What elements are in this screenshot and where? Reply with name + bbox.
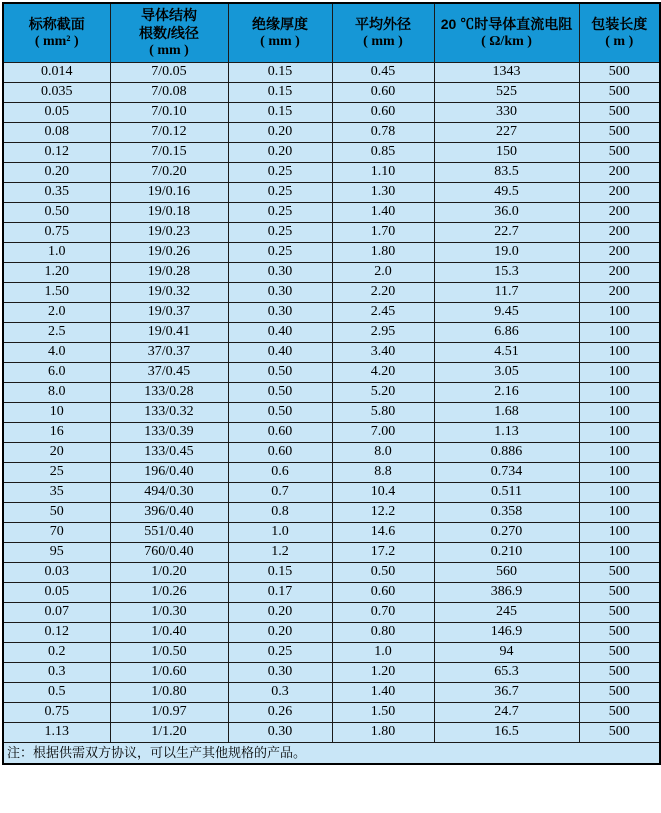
table-cell: 0.30 xyxy=(228,302,332,322)
table-cell: 6.0 xyxy=(3,362,110,382)
table-cell: 4.0 xyxy=(3,342,110,362)
table-row xyxy=(3,102,660,122)
table-cell: 500 xyxy=(579,142,660,162)
table-cell: 0.60 xyxy=(228,442,332,462)
table-cell: 3.05 xyxy=(434,362,579,382)
header-unit: ( mm² ) xyxy=(34,33,79,49)
table-cell: 2.45 xyxy=(332,302,434,322)
column-header-conductor-structure xyxy=(110,3,228,62)
table-row xyxy=(3,162,660,182)
table-cell: 0.8 xyxy=(228,502,332,522)
table-row xyxy=(3,382,660,402)
table-cell: 200 xyxy=(579,262,660,282)
table-row xyxy=(3,322,660,342)
table-cell: 0.26 xyxy=(228,702,332,722)
table-cell: 133/0.32 xyxy=(110,402,228,422)
table-cell: 0.035 xyxy=(3,82,110,102)
table-cell: 0.80 xyxy=(332,622,434,642)
header-unit: ( m ) xyxy=(605,33,634,49)
table-row xyxy=(3,222,660,242)
table-cell: 100 xyxy=(579,482,660,502)
table-cell: 1.2 xyxy=(228,542,332,562)
table-cell: 0.07 xyxy=(3,602,110,622)
table-cell: 500 xyxy=(579,602,660,622)
table-cell: 100 xyxy=(579,342,660,362)
table-cell: 0.358 xyxy=(434,502,579,522)
table-cell: 2.0 xyxy=(3,302,110,322)
table-cell: 0.12 xyxy=(3,142,110,162)
table-cell: 2.0 xyxy=(332,262,434,282)
table-cell: 15.3 xyxy=(434,262,579,282)
table-cell: 1/0.26 xyxy=(110,582,228,602)
table-cell: 0.75 xyxy=(3,222,110,242)
table-cell: 0.25 xyxy=(228,642,332,662)
table-cell: 1/0.20 xyxy=(110,562,228,582)
table-cell: 83.5 xyxy=(434,162,579,182)
table-cell: 0.50 xyxy=(228,402,332,422)
table-cell: 95 xyxy=(3,542,110,562)
table-cell: 200 xyxy=(579,202,660,222)
table-cell: 11.7 xyxy=(434,282,579,302)
table-cell: 37/0.45 xyxy=(110,362,228,382)
table-cell: 0.75 xyxy=(3,702,110,722)
table-cell: 0.25 xyxy=(228,182,332,202)
table-cell: 200 xyxy=(579,282,660,302)
table-cell: 1.13 xyxy=(434,422,579,442)
table-cell: 0.50 xyxy=(228,362,332,382)
table-row xyxy=(3,142,660,162)
table-cell: 0.30 xyxy=(228,262,332,282)
table-cell: 1.50 xyxy=(332,702,434,722)
table-row xyxy=(3,362,660,382)
header-label: 标称截面 xyxy=(28,15,85,32)
table-cell: 100 xyxy=(579,322,660,342)
table-cell: 19/0.16 xyxy=(110,182,228,202)
table-row xyxy=(3,302,660,322)
table-cell: 100 xyxy=(579,422,660,442)
table-cell: 7/0.12 xyxy=(110,122,228,142)
table-cell: 100 xyxy=(579,382,660,402)
table-cell: 0.734 xyxy=(434,462,579,482)
table-cell: 0.30 xyxy=(228,662,332,682)
table-row xyxy=(3,282,660,302)
column-header-average-diameter xyxy=(332,3,434,62)
header-label: 绝缘厚度 xyxy=(252,15,308,32)
table-cell: 1/0.40 xyxy=(110,622,228,642)
table-row xyxy=(3,642,660,662)
table-cell: 146.9 xyxy=(434,622,579,642)
table-row xyxy=(3,422,660,442)
table-row xyxy=(3,442,660,462)
table-cell: 35 xyxy=(3,482,110,502)
table-cell: 1.68 xyxy=(434,402,579,422)
table-cell: 0.60 xyxy=(332,102,434,122)
table-cell: 525 xyxy=(434,82,579,102)
table-cell: 500 xyxy=(579,722,660,742)
table-cell: 1/0.30 xyxy=(110,602,228,622)
table-row xyxy=(3,622,660,642)
table-cell: 0.20 xyxy=(3,162,110,182)
table-cell: 2.95 xyxy=(332,322,434,342)
table-row xyxy=(3,562,660,582)
table-cell: 0.60 xyxy=(332,82,434,102)
table-cell: 0.15 xyxy=(228,562,332,582)
note-row xyxy=(3,742,660,764)
table-cell: 8.0 xyxy=(332,442,434,462)
table-cell: 133/0.39 xyxy=(110,422,228,442)
table-cell: 1.40 xyxy=(332,202,434,222)
table-cell: 1.40 xyxy=(332,682,434,702)
table-cell: 9.45 xyxy=(434,302,579,322)
table-cell: 10.4 xyxy=(332,482,434,502)
table-cell: 1.20 xyxy=(332,662,434,682)
table-cell: 2.16 xyxy=(434,382,579,402)
table-cell: 7/0.10 xyxy=(110,102,228,122)
table-cell: 760/0.40 xyxy=(110,542,228,562)
table-cell: 133/0.28 xyxy=(110,382,228,402)
column-header-insulation-thickness xyxy=(228,3,332,62)
table-cell: 500 xyxy=(579,582,660,602)
table-cell: 24.7 xyxy=(434,702,579,722)
table-cell: 94 xyxy=(434,642,579,662)
table-cell: 500 xyxy=(579,82,660,102)
table-cell: 0.50 xyxy=(332,562,434,582)
table-cell: 1/0.60 xyxy=(110,662,228,682)
header-label: 导体结构 xyxy=(141,6,197,23)
table-cell: 19/0.32 xyxy=(110,282,228,302)
table-cell: 200 xyxy=(579,182,660,202)
table-cell: 200 xyxy=(579,242,660,262)
table-cell: 4.51 xyxy=(434,342,579,362)
table-cell: 0.15 xyxy=(228,62,332,82)
table-cell: 0.50 xyxy=(228,382,332,402)
table-cell: 0.20 xyxy=(228,602,332,622)
table-cell: 0.60 xyxy=(332,582,434,602)
table-row xyxy=(3,182,660,202)
column-header-dc-resistance xyxy=(434,3,579,62)
table-cell: 1/1.20 xyxy=(110,722,228,742)
table-cell: 0.60 xyxy=(228,422,332,442)
table-cell: 4.20 xyxy=(332,362,434,382)
table-cell: 1.0 xyxy=(228,522,332,542)
table-cell: 70 xyxy=(3,522,110,542)
table-cell: 0.70 xyxy=(332,602,434,622)
table-cell: 500 xyxy=(579,662,660,682)
table-cell: 36.0 xyxy=(434,202,579,222)
table-cell: 0.014 xyxy=(3,62,110,82)
table-cell: 100 xyxy=(579,302,660,322)
table-cell: 37/0.37 xyxy=(110,342,228,362)
table-row xyxy=(3,402,660,422)
table-cell: 0.20 xyxy=(228,142,332,162)
table-body xyxy=(3,62,660,742)
table-row xyxy=(3,82,660,102)
table-cell: 0.25 xyxy=(228,242,332,262)
table-cell: 0.25 xyxy=(228,162,332,182)
column-header-nominal-section xyxy=(3,3,110,62)
table-cell: 396/0.40 xyxy=(110,502,228,522)
table-cell: 16 xyxy=(3,422,110,442)
table-cell: 500 xyxy=(579,562,660,582)
table-cell: 0.08 xyxy=(3,122,110,142)
table-cell: 500 xyxy=(579,682,660,702)
table-cell: 0.25 xyxy=(228,222,332,242)
table-cell: 0.12 xyxy=(3,622,110,642)
table-row xyxy=(3,482,660,502)
table-cell: 25 xyxy=(3,462,110,482)
column-header-packing-length xyxy=(579,3,660,62)
table-cell: 500 xyxy=(579,122,660,142)
table-cell: 8.8 xyxy=(332,462,434,482)
table-row xyxy=(3,582,660,602)
header-label: 平均外径 xyxy=(355,15,411,32)
table-cell: 1.80 xyxy=(332,722,434,742)
table-cell: 0.40 xyxy=(228,342,332,362)
table-cell: 5.20 xyxy=(332,382,434,402)
table-cell: 0.25 xyxy=(228,202,332,222)
table-row xyxy=(3,242,660,262)
table-cell: 16.5 xyxy=(434,722,579,742)
table-cell: 100 xyxy=(579,402,660,422)
table-cell: 0.45 xyxy=(332,62,434,82)
header-unit: ( Ω/km ) xyxy=(481,33,532,49)
table-header xyxy=(3,3,660,62)
table-cell: 150 xyxy=(434,142,579,162)
table-cell: 19/0.18 xyxy=(110,202,228,222)
table-row xyxy=(3,502,660,522)
table-cell: 0.210 xyxy=(434,542,579,562)
table-cell: 1.20 xyxy=(3,262,110,282)
header-label: 20 ℃时导体直流电阻 xyxy=(440,15,573,32)
table-cell: 12.2 xyxy=(332,502,434,522)
table-cell: 0.7 xyxy=(228,482,332,502)
table-cell: 551/0.40 xyxy=(110,522,228,542)
table-row xyxy=(3,462,660,482)
table-cell: 494/0.30 xyxy=(110,482,228,502)
table-cell: 1.80 xyxy=(332,242,434,262)
table-cell: 19/0.23 xyxy=(110,222,228,242)
table-row xyxy=(3,262,660,282)
table-cell: 14.6 xyxy=(332,522,434,542)
table-cell: 245 xyxy=(434,602,579,622)
header-unit: ( mm ) xyxy=(260,33,300,49)
table-cell: 200 xyxy=(579,162,660,182)
table-cell: 10 xyxy=(3,402,110,422)
table-cell: 100 xyxy=(579,502,660,522)
table-cell: 0.17 xyxy=(228,582,332,602)
header-unit: ( mm ) xyxy=(363,33,403,49)
table-cell: 36.7 xyxy=(434,682,579,702)
table-cell: 19/0.26 xyxy=(110,242,228,262)
table-cell: 1.10 xyxy=(332,162,434,182)
table-row xyxy=(3,542,660,562)
table-cell: 65.3 xyxy=(434,662,579,682)
table-cell: 1.30 xyxy=(332,182,434,202)
table-cell: 1.50 xyxy=(3,282,110,302)
table-cell: 22.7 xyxy=(434,222,579,242)
table-cell: 227 xyxy=(434,122,579,142)
table-cell: 0.15 xyxy=(228,102,332,122)
table-cell: 0.886 xyxy=(434,442,579,462)
table-cell: 0.30 xyxy=(228,282,332,302)
table-cell: 6.86 xyxy=(434,322,579,342)
table-cell: 133/0.45 xyxy=(110,442,228,462)
table-cell: 0.85 xyxy=(332,142,434,162)
table-cell: 19.0 xyxy=(434,242,579,262)
table-cell: 0.2 xyxy=(3,642,110,662)
table-cell: 0.20 xyxy=(228,122,332,142)
table-cell: 1.0 xyxy=(332,642,434,662)
table-cell: 0.30 xyxy=(228,722,332,742)
table-row xyxy=(3,722,660,742)
header-row xyxy=(3,3,660,62)
table-row xyxy=(3,122,660,142)
table-cell: 7.00 xyxy=(332,422,434,442)
table-cell: 7/0.08 xyxy=(110,82,228,102)
table-cell: 0.15 xyxy=(228,82,332,102)
table-cell: 0.270 xyxy=(434,522,579,542)
wire-spec-table xyxy=(2,2,661,765)
table-cell: 17.2 xyxy=(332,542,434,562)
table-row xyxy=(3,602,660,622)
table-cell: 0.5 xyxy=(3,682,110,702)
table-cell: 19/0.37 xyxy=(110,302,228,322)
table-row xyxy=(3,682,660,702)
table-cell: 2.20 xyxy=(332,282,434,302)
table-cell: 1.70 xyxy=(332,222,434,242)
table-cell: 0.40 xyxy=(228,322,332,342)
table-cell: 1/0.50 xyxy=(110,642,228,662)
table-cell: 1/0.80 xyxy=(110,682,228,702)
table-row xyxy=(3,342,660,362)
table-cell: 100 xyxy=(579,542,660,562)
table-row xyxy=(3,702,660,722)
table-cell: 50 xyxy=(3,502,110,522)
table-cell: 500 xyxy=(579,102,660,122)
table-cell: 0.05 xyxy=(3,582,110,602)
table-cell: 200 xyxy=(579,222,660,242)
table-cell: 500 xyxy=(579,702,660,722)
table-cell: 0.3 xyxy=(228,682,332,702)
table-cell: 7/0.15 xyxy=(110,142,228,162)
table-cell: 560 xyxy=(434,562,579,582)
table-cell: 0.78 xyxy=(332,122,434,142)
table-cell: 20 xyxy=(3,442,110,462)
table-cell: 196/0.40 xyxy=(110,462,228,482)
table-cell: 330 xyxy=(434,102,579,122)
table-row xyxy=(3,662,660,682)
table-cell: 3.40 xyxy=(332,342,434,362)
header-unit: ( mm ) xyxy=(149,42,189,58)
footnote: 注：根据供需双方协议，可以生产其他规格的产品。 xyxy=(3,742,660,764)
table-cell: 0.03 xyxy=(3,562,110,582)
table-cell: 0.20 xyxy=(228,622,332,642)
table-cell: 1343 xyxy=(434,62,579,82)
table-cell: 100 xyxy=(579,462,660,482)
table-cell: 1.0 xyxy=(3,242,110,262)
table-cell: 500 xyxy=(579,62,660,82)
table-cell: 0.3 xyxy=(3,662,110,682)
table-cell: 2.5 xyxy=(3,322,110,342)
table-footer xyxy=(3,742,660,764)
table-row xyxy=(3,62,660,82)
table-cell: 1.13 xyxy=(3,722,110,742)
table-cell: 100 xyxy=(579,522,660,542)
table-row xyxy=(3,202,660,222)
table-cell: 0.6 xyxy=(228,462,332,482)
table-cell: 500 xyxy=(579,622,660,642)
table-cell: 100 xyxy=(579,442,660,462)
table-cell: 1/0.97 xyxy=(110,702,228,722)
table-cell: 5.80 xyxy=(332,402,434,422)
table-cell: 0.05 xyxy=(3,102,110,122)
table-cell: 0.511 xyxy=(434,482,579,502)
header-label: 包装长度 xyxy=(591,15,648,32)
table-cell: 49.5 xyxy=(434,182,579,202)
table-cell: 19/0.28 xyxy=(110,262,228,282)
header-label: 根数/线径 xyxy=(139,24,199,41)
table-cell: 8.0 xyxy=(3,382,110,402)
table-cell: 7/0.20 xyxy=(110,162,228,182)
table-cell: 7/0.05 xyxy=(110,62,228,82)
table-cell: 386.9 xyxy=(434,582,579,602)
table-cell: 500 xyxy=(579,642,660,662)
table-cell: 100 xyxy=(579,362,660,382)
table-row xyxy=(3,522,660,542)
table-cell: 0.50 xyxy=(3,202,110,222)
table-cell: 0.35 xyxy=(3,182,110,202)
table-cell: 19/0.41 xyxy=(110,322,228,342)
